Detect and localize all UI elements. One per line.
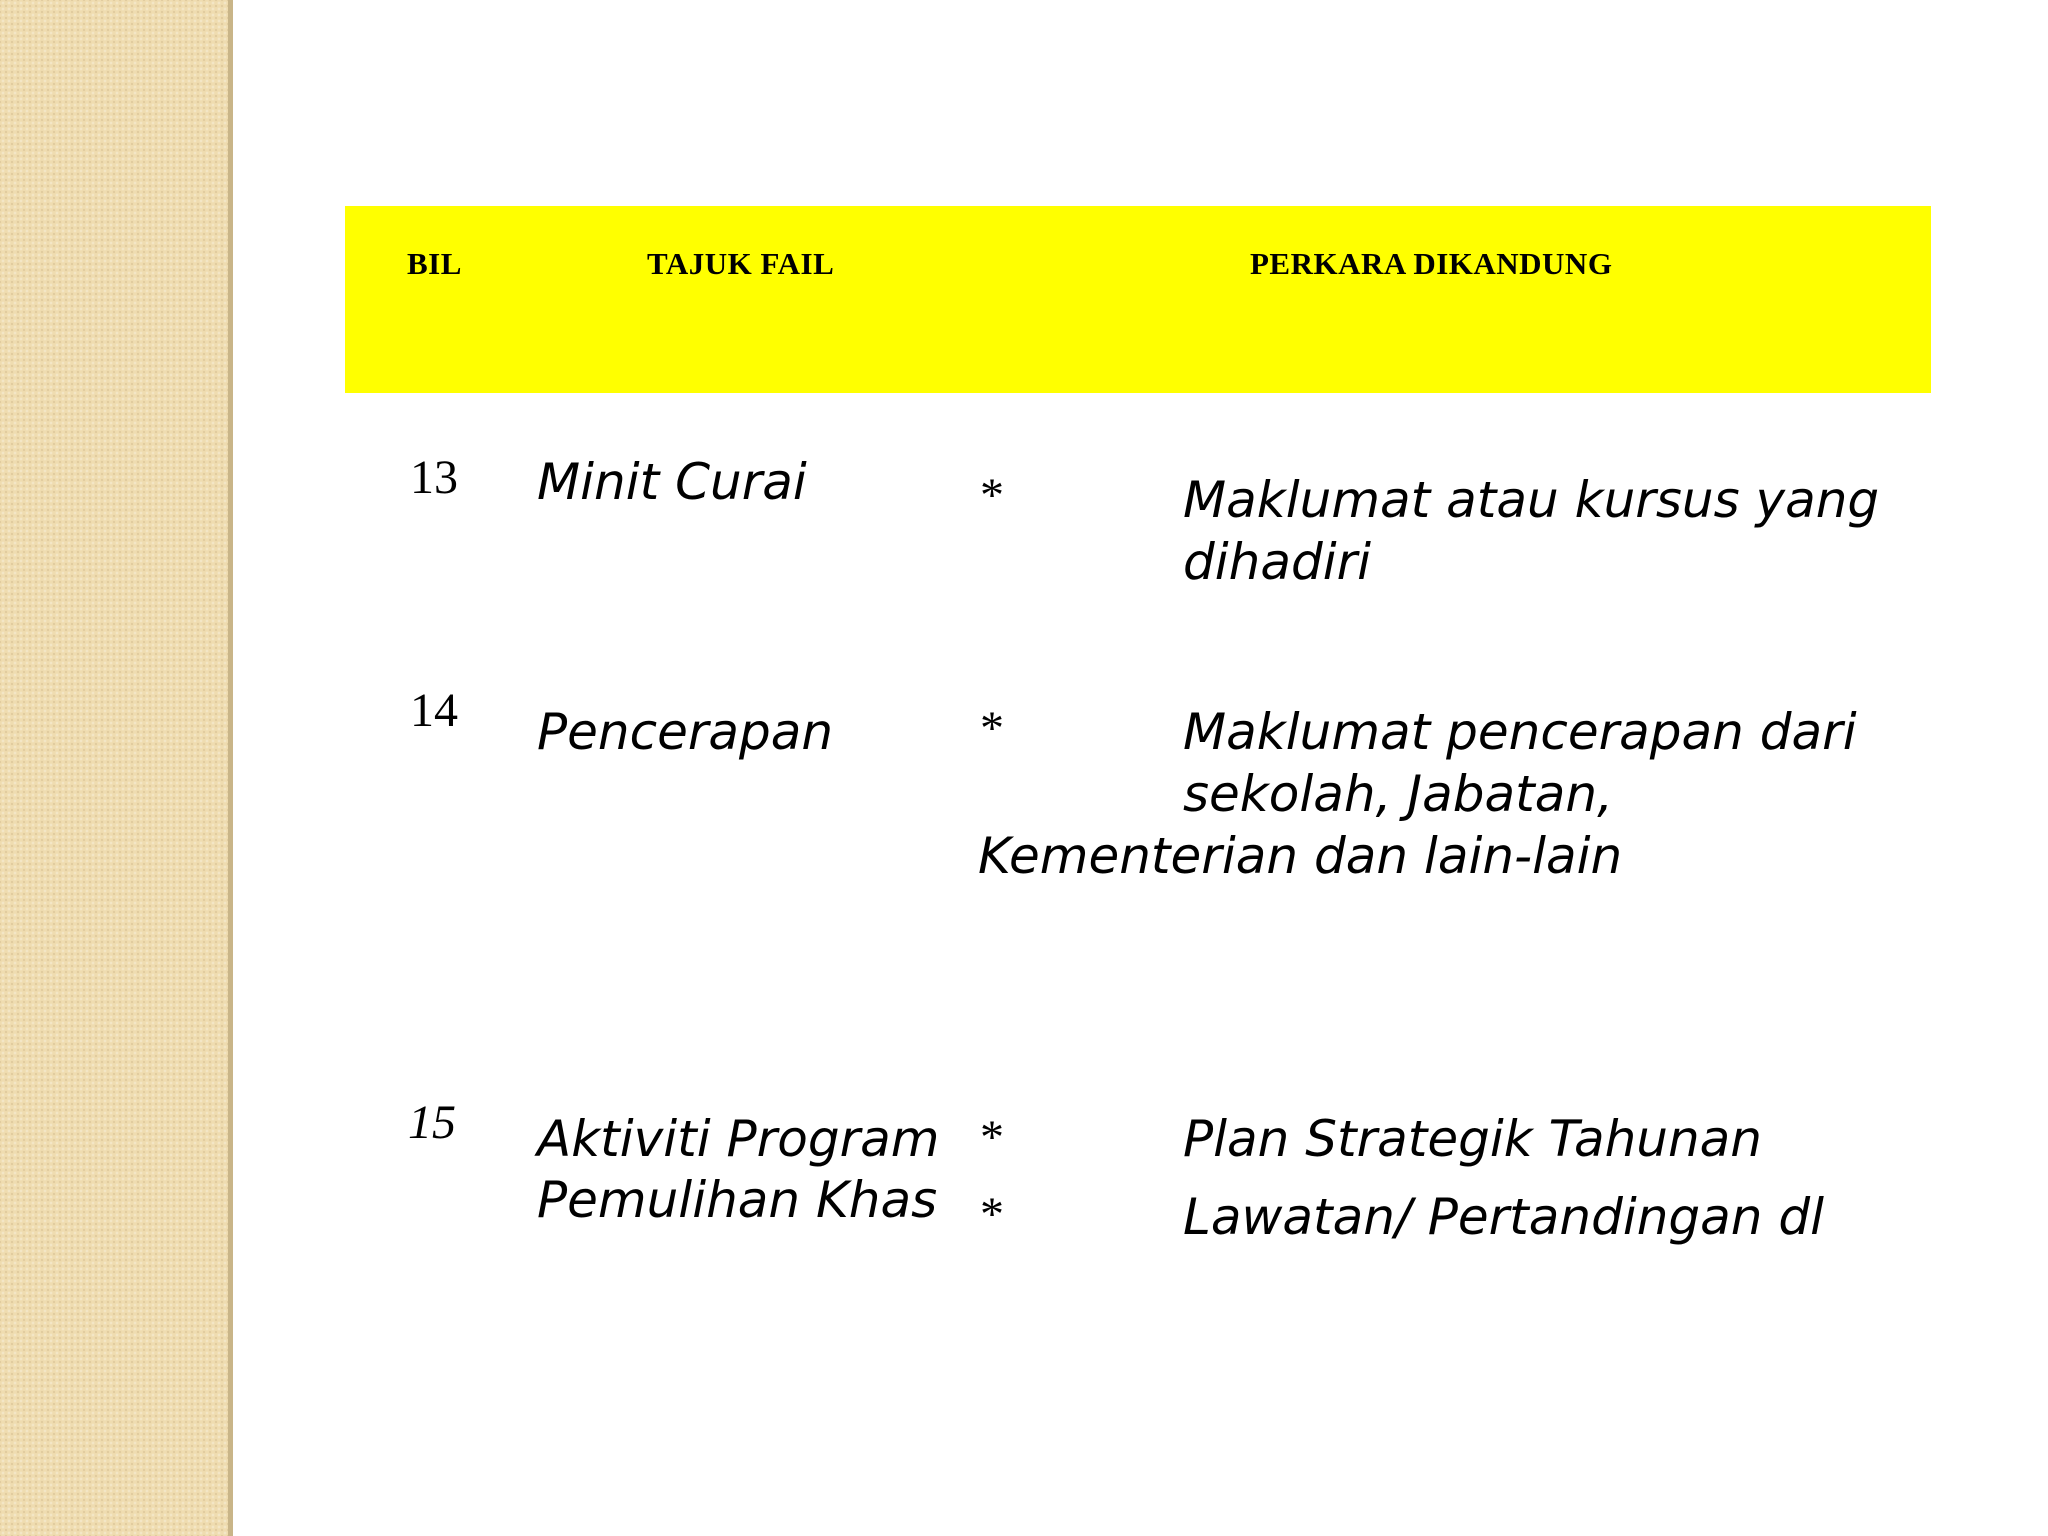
row-15-tajuk-line-1: Aktiviti Program: [537, 1110, 940, 1168]
row-13-perkara-line-2: dihadiri: [1183, 533, 1372, 591]
row-14-perkara-line-3: Kementerian dan lain-lain: [978, 827, 1623, 885]
row-15-bullet-1: *: [980, 1111, 1004, 1164]
row-15-perkara-line-2: Lawatan/ Pertandingan dl: [1183, 1188, 1825, 1246]
header-bil: BIL: [407, 246, 462, 281]
row-14-perkara-line-1: Maklumat pencerapan dari: [1183, 703, 1857, 761]
row-13-perkara-line-1: Maklumat atau kursus yang: [1183, 471, 1880, 529]
row-15-perkara-line-1: Plan Strategik Tahunan: [1183, 1110, 1762, 1168]
row-14-bil: 14: [410, 684, 458, 737]
row-13-bullet: *: [980, 469, 1004, 522]
row-15-bil: 15: [408, 1096, 456, 1149]
row-13-tajuk: Minit Curai: [537, 453, 807, 511]
row-14-tajuk: Pencerapan: [537, 703, 834, 761]
sidebar-divider: [228, 0, 233, 1536]
row-13-bil: 13: [410, 451, 458, 504]
row-15-bullet-2: *: [980, 1188, 1004, 1241]
table-header-band: [345, 206, 1931, 393]
header-tajuk-fail: TAJUK FAIL: [647, 246, 835, 281]
header-perkara-dikandung: PERKARA DIKANDUNG: [1250, 246, 1613, 281]
row-14-perkara-line-2: sekolah, Jabatan,: [1183, 765, 1613, 823]
row-14-bullet: *: [980, 702, 1004, 755]
decorative-sidebar: [0, 0, 228, 1536]
row-15-tajuk-line-2: Pemulihan Khas: [537, 1171, 938, 1229]
